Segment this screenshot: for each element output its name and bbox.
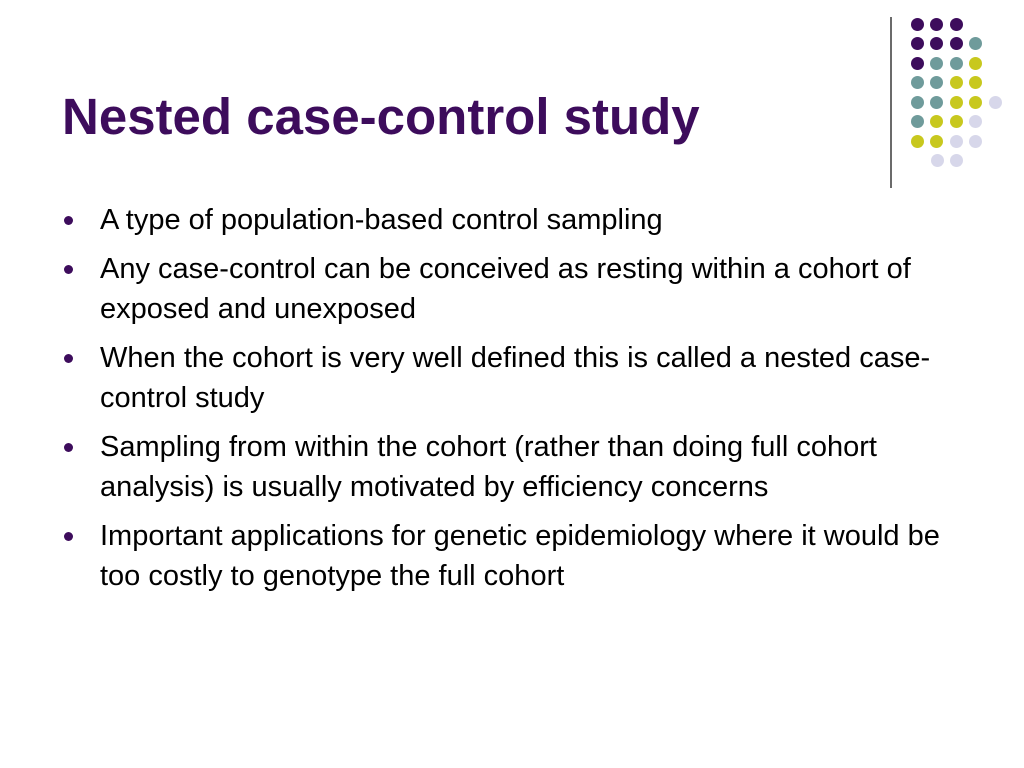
bullet-item bbox=[100, 338, 980, 418]
decorative-dot bbox=[911, 135, 924, 148]
decorative-dot bbox=[950, 96, 963, 109]
decorative-dot bbox=[969, 37, 982, 50]
decorative-dot bbox=[969, 135, 982, 148]
decorative-dot bbox=[911, 57, 924, 70]
bullet-dot-icon bbox=[64, 354, 73, 363]
decorative-dot bbox=[969, 96, 982, 109]
decorative-dot bbox=[930, 96, 943, 109]
decorative-dot bbox=[989, 96, 1002, 109]
decorative-dot bbox=[950, 18, 963, 31]
bullet-text: Important applications for genetic epidemiology where it would be too costly to genotype the full cohort bbox=[100, 520, 940, 592]
decorative-dot bbox=[930, 76, 943, 89]
decorative-dot bbox=[931, 154, 944, 167]
bullet-text: A type of population-based control sampling bbox=[100, 204, 663, 236]
decorative-dot bbox=[969, 115, 982, 128]
decorative-dot bbox=[969, 57, 982, 70]
decorative-dot bbox=[930, 57, 943, 70]
bullet-dot-icon bbox=[64, 265, 73, 274]
bullet-dot-icon bbox=[64, 532, 73, 541]
bullet-list bbox=[100, 200, 980, 605]
decorative-dot bbox=[950, 37, 963, 50]
decorative-dot bbox=[969, 76, 982, 89]
decorative-dot bbox=[911, 96, 924, 109]
bullet-dot-icon bbox=[64, 443, 73, 452]
decorative-dot bbox=[930, 18, 943, 31]
decorative-dot bbox=[950, 115, 963, 128]
bullet-text: Sampling from within the cohort (rather than doing full cohort analysis) is usually motivated by efficiency concerns bbox=[100, 431, 877, 503]
decorative-dot bbox=[950, 154, 963, 167]
decorative-dot bbox=[911, 76, 924, 89]
decorative-dot bbox=[950, 135, 963, 148]
bullet-item bbox=[100, 427, 980, 507]
decorative-dot bbox=[911, 115, 924, 128]
decorative-dot bbox=[950, 76, 963, 89]
slide-title: Nested case-control study bbox=[62, 88, 700, 145]
bullet-item bbox=[100, 516, 980, 596]
bullet-item bbox=[100, 200, 980, 240]
decorative-dot bbox=[911, 18, 924, 31]
decorative-dot bbox=[950, 57, 963, 70]
decorative-dot bbox=[930, 115, 943, 128]
decorative-dot-grid bbox=[0, 0, 1024, 200]
bullet-text: Any case-control can be conceived as resting within a cohort of exposed and unexposed bbox=[100, 253, 911, 325]
bullet-dot-icon bbox=[64, 216, 73, 225]
decorative-dot bbox=[930, 37, 943, 50]
decorative-dot bbox=[930, 135, 943, 148]
bullet-item bbox=[100, 249, 980, 329]
bullet-text: When the cohort is very well defined this is called a nested case-control study bbox=[100, 342, 931, 414]
decorative-dot bbox=[911, 37, 924, 50]
